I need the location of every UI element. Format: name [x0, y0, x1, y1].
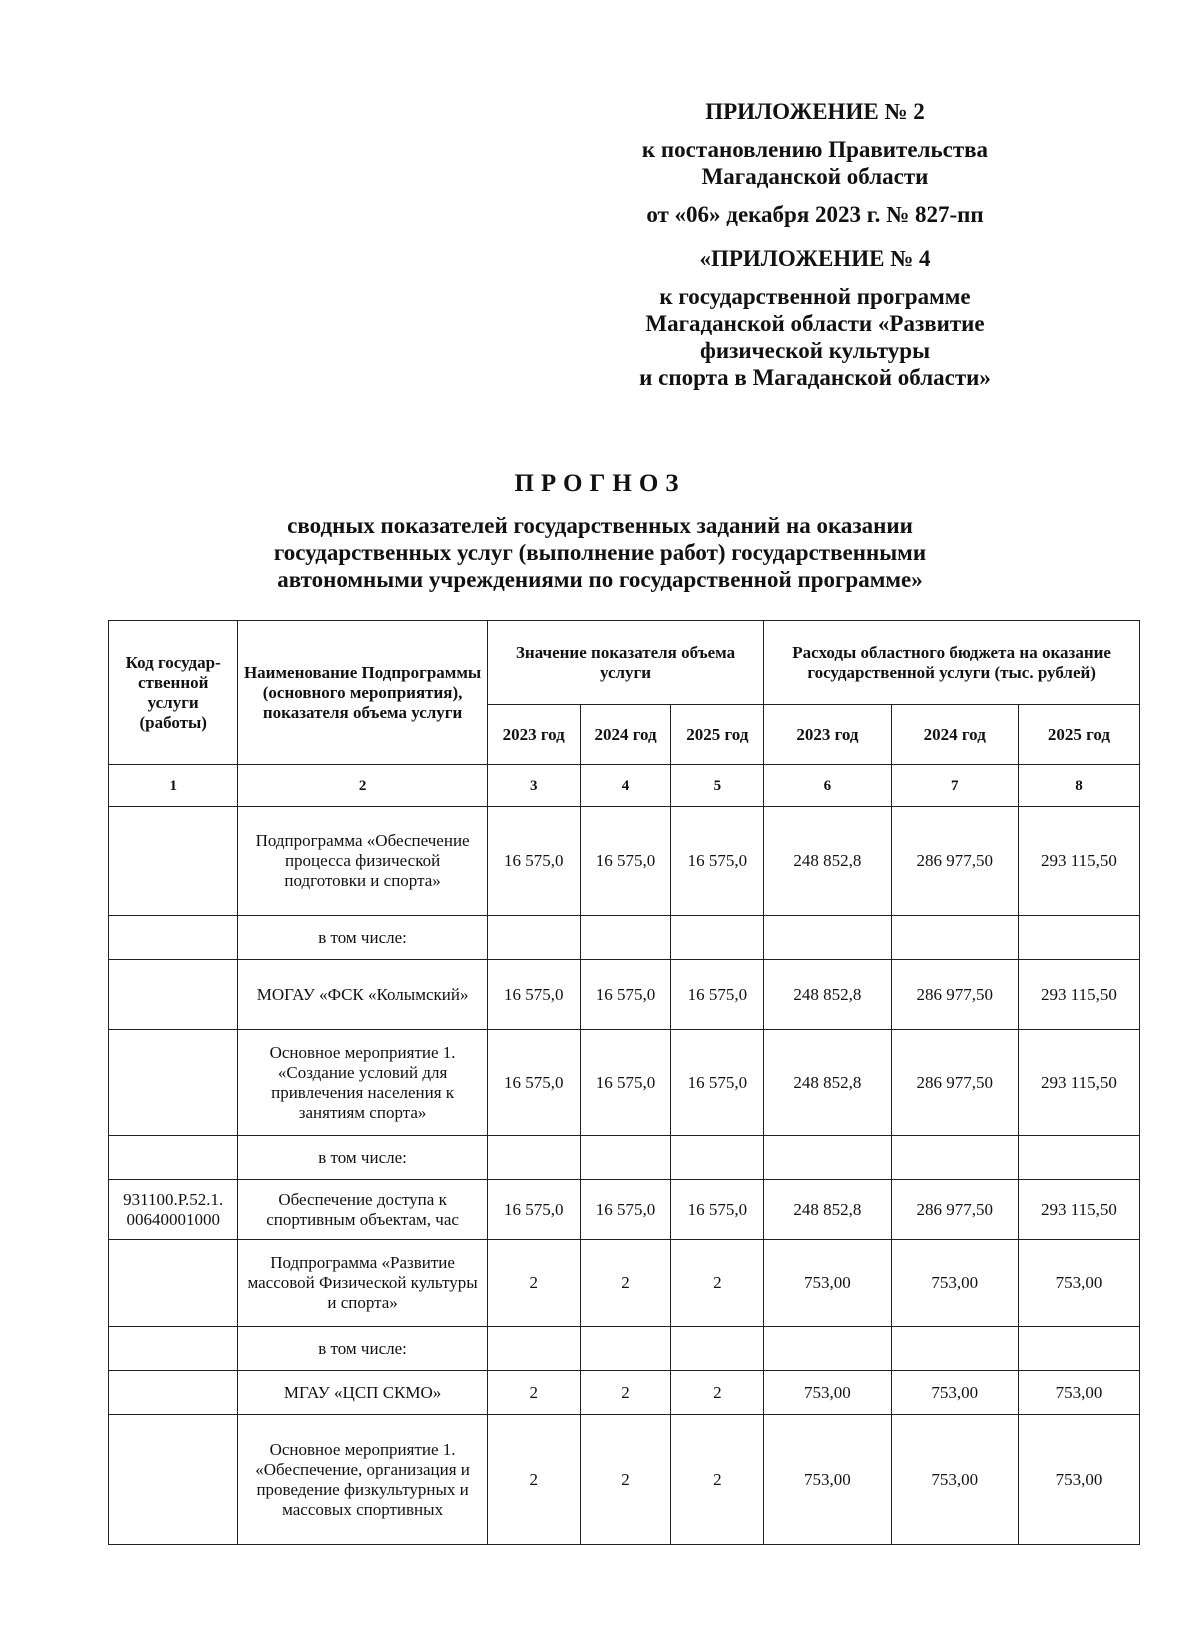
header-code: Код государ-ственной услуги (работы) — [109, 621, 238, 765]
cell-expense-2025: 293 115,50 — [1018, 1180, 1139, 1240]
cell-expense-2023: 248 852,8 — [764, 1180, 891, 1240]
cell-name: в том числе: — [238, 916, 487, 960]
header-volume-year: 2025 год — [671, 705, 764, 765]
cell-expense-2025: 293 115,50 — [1018, 807, 1139, 916]
forecast-subtitle-line: автономными учреждениями по государственной программе» — [277, 567, 923, 592]
forecast-subtitle-line: государственных услуг (выполнение работ) государственными — [273, 540, 927, 565]
cell-expense-2024 — [891, 1327, 1018, 1371]
program-reference-line: к государственной программе — [659, 284, 971, 309]
header-volume-year: 2024 год — [580, 705, 671, 765]
cell-volume-2025 — [671, 1136, 764, 1180]
cell-expense-2023 — [764, 1136, 891, 1180]
cell-expense-2024: 753,00 — [891, 1371, 1018, 1415]
cell-expense-2025: 753,00 — [1018, 1371, 1139, 1415]
cell-expense-2024: 286 977,50 — [891, 807, 1018, 916]
cell-name: Подпрограмма «Развитие массовой Физической культуры и спорта» — [238, 1240, 487, 1327]
cell-expense-2024: 286 977,50 — [891, 960, 1018, 1030]
appendix-title: ПРИЛОЖЕНИЕ № 2 — [705, 99, 925, 124]
table-row — [109, 960, 1140, 1030]
header-volume-year: 2023 год — [487, 705, 580, 765]
cell-expense-2023: 248 852,8 — [764, 1030, 891, 1136]
cell-volume-2023: 2 — [487, 1371, 580, 1415]
cell-name: Подпрограмма «Обеспечение процесса физической подготовки и спорта» — [238, 807, 487, 916]
cell-code — [109, 1371, 238, 1415]
cell-name: МОГАУ «ФСК «Колымский» — [238, 960, 487, 1030]
table-row — [109, 1180, 1140, 1240]
cell-volume-2023: 16 575,0 — [487, 960, 580, 1030]
cell-code — [109, 960, 238, 1030]
table-row — [109, 1136, 1140, 1180]
table-row — [109, 1240, 1140, 1327]
table-row — [109, 1030, 1140, 1136]
cell-code — [109, 1415, 238, 1545]
column-number: 6 — [764, 765, 891, 807]
table-row — [109, 807, 1140, 916]
cell-volume-2023: 16 575,0 — [487, 1180, 580, 1240]
header-name: Наименование Подпрограммы (основного мероприятия), показателя объема услуги — [238, 621, 487, 765]
cell-volume-2023: 2 — [487, 1240, 580, 1327]
cell-name: Основное мероприятие 1. «Обеспечение, организация и проведение физкультурных и массовых спортивных — [238, 1415, 487, 1545]
cell-expense-2023: 248 852,8 — [764, 807, 891, 916]
cell-volume-2025: 16 575,0 — [671, 1030, 764, 1136]
cell-code: 931100.Р.52.1. 00640001000 — [109, 1180, 238, 1240]
cell-volume-2024: 16 575,0 — [580, 1180, 671, 1240]
cell-volume-2023: 16 575,0 — [487, 807, 580, 916]
cell-volume-2025: 2 — [671, 1240, 764, 1327]
cell-volume-2025 — [671, 1327, 764, 1371]
cell-expense-2025 — [1018, 1136, 1139, 1180]
cell-name: в том числе: — [238, 1136, 487, 1180]
forecast-subtitle — [150, 512, 1050, 593]
cell-code — [109, 807, 238, 916]
cell-code — [109, 1240, 238, 1327]
appendix4-title: «ПРИЛОЖЕНИЕ № 4 — [699, 246, 931, 271]
cell-expense-2023: 753,00 — [764, 1371, 891, 1415]
column-number: 4 — [580, 765, 671, 807]
cell-volume-2024: 2 — [580, 1371, 671, 1415]
cell-volume-2024 — [580, 1136, 671, 1180]
cell-expense-2025 — [1018, 916, 1139, 960]
cell-volume-2023: 16 575,0 — [487, 1030, 580, 1136]
cell-volume-2023 — [487, 1327, 580, 1371]
cell-volume-2024: 2 — [580, 1240, 671, 1327]
cell-expense-2025: 293 115,50 — [1018, 1030, 1139, 1136]
cell-expense-2025: 753,00 — [1018, 1415, 1139, 1545]
header-expense-group: Расходы областного бюджета на оказание государственной услуги (тыс. рублей) — [764, 621, 1140, 705]
cell-volume-2023 — [487, 1136, 580, 1180]
cell-expense-2025: 753,00 — [1018, 1240, 1139, 1327]
header-expense-year: 2023 год — [764, 705, 891, 765]
cell-expense-2025: 293 115,50 — [1018, 960, 1139, 1030]
cell-name: Обеспечение доступа к спортивным объектам, час — [238, 1180, 487, 1240]
forecast-table — [108, 620, 1140, 1545]
cell-code — [109, 1136, 238, 1180]
cell-expense-2023 — [764, 1327, 891, 1371]
cell-volume-2025: 2 — [671, 1371, 764, 1415]
cell-expense-2024: 286 977,50 — [891, 1030, 1018, 1136]
cell-volume-2023: 2 — [487, 1415, 580, 1545]
column-number-row — [109, 765, 1140, 807]
resolution-reference: к постановлению Правительства — [641, 137, 989, 162]
program-reference-line: физической культуры — [699, 338, 931, 363]
cell-code — [109, 916, 238, 960]
table-row — [109, 1327, 1140, 1371]
cell-expense-2024: 753,00 — [891, 1415, 1018, 1545]
cell-volume-2025: 16 575,0 — [671, 960, 764, 1030]
program-reference-line: и спорта в Магаданской области» — [639, 365, 991, 390]
cell-name: МГАУ «ЦСП СКМО» — [238, 1371, 487, 1415]
cell-volume-2024: 16 575,0 — [580, 960, 671, 1030]
resolution-region: Магаданской области — [701, 164, 929, 189]
cell-code — [109, 1030, 238, 1136]
header-expense-year: 2024 год — [891, 705, 1018, 765]
header-volume-group: Значение показателя объема услуги — [487, 621, 764, 705]
cell-volume-2023 — [487, 916, 580, 960]
column-number: 8 — [1018, 765, 1139, 807]
cell-volume-2025: 16 575,0 — [671, 1180, 764, 1240]
cell-expense-2023 — [764, 916, 891, 960]
forecast-title: ПРОГНОЗ — [514, 470, 686, 497]
cell-name: Основное мероприятие 1. «Создание условий для привлечения населения к занятиям спорта» — [238, 1030, 487, 1136]
column-number: 3 — [487, 765, 580, 807]
cell-name: в том числе: — [238, 1327, 487, 1371]
cell-volume-2024 — [580, 916, 671, 960]
program-reference-line: Магаданской области «Развитие — [645, 311, 985, 336]
cell-expense-2023: 753,00 — [764, 1240, 891, 1327]
cell-volume-2025 — [671, 916, 764, 960]
cell-expense-2025 — [1018, 1327, 1139, 1371]
cell-expense-2024 — [891, 1136, 1018, 1180]
forecast-subtitle-line: сводных показателей государственных заданий на оказании — [287, 513, 913, 538]
column-number: 7 — [891, 765, 1018, 807]
cell-expense-2023: 753,00 — [764, 1415, 891, 1545]
table-row — [109, 1371, 1140, 1415]
cell-code — [109, 1327, 238, 1371]
resolution-date-number: от «06» декабря 2023 г. № 827-пп — [646, 202, 984, 227]
column-number: 5 — [671, 765, 764, 807]
cell-volume-2025: 16 575,0 — [671, 807, 764, 916]
table-row — [109, 1415, 1140, 1545]
cell-expense-2023: 248 852,8 — [764, 960, 891, 1030]
column-number: 1 — [109, 765, 238, 807]
document-header — [590, 98, 1040, 391]
cell-expense-2024 — [891, 916, 1018, 960]
cell-expense-2024: 753,00 — [891, 1240, 1018, 1327]
header-expense-year: 2025 год — [1018, 705, 1139, 765]
cell-expense-2024: 286 977,50 — [891, 1180, 1018, 1240]
cell-volume-2024: 16 575,0 — [580, 807, 671, 916]
cell-volume-2024 — [580, 1327, 671, 1371]
cell-volume-2025: 2 — [671, 1415, 764, 1545]
column-number: 2 — [238, 765, 487, 807]
cell-volume-2024: 2 — [580, 1415, 671, 1545]
cell-volume-2024: 16 575,0 — [580, 1030, 671, 1136]
table-row — [109, 916, 1140, 960]
